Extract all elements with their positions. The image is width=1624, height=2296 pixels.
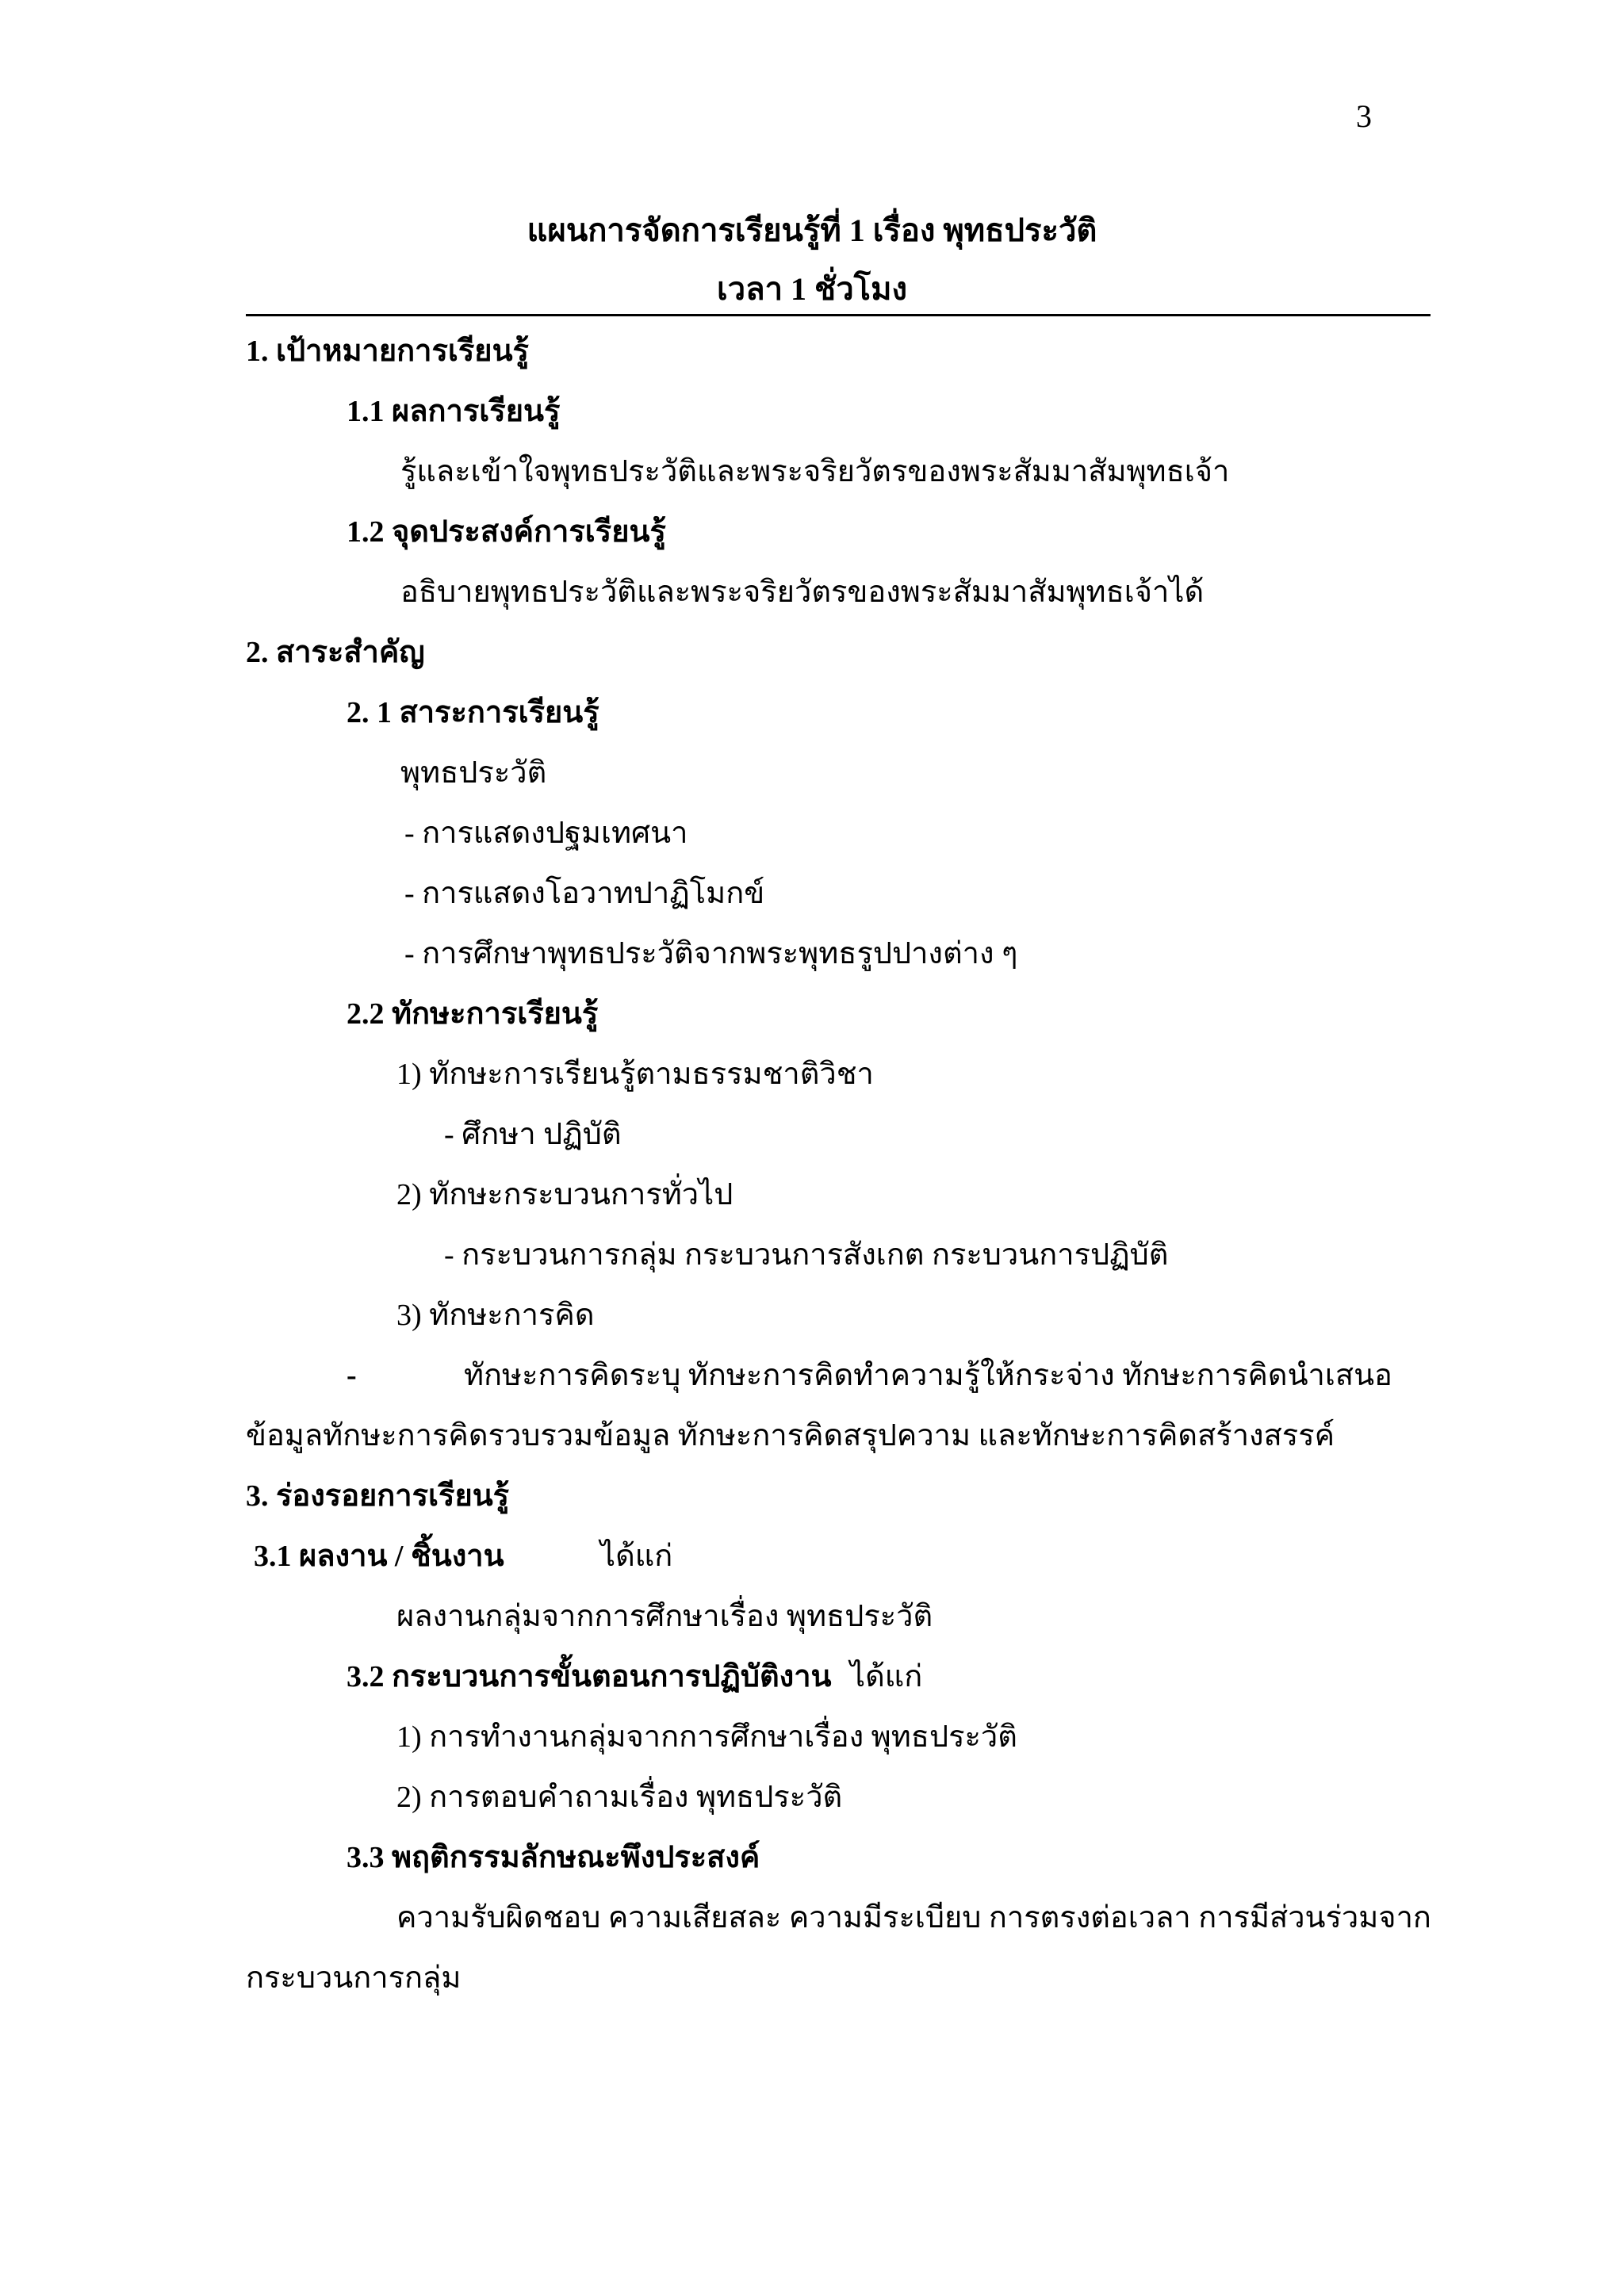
section-3-2-suffix: ได้แก่ (850, 1660, 923, 1693)
title-divider (246, 314, 1431, 316)
section-3-heading: 3. ร่องรอยการเรียนรู้ (246, 1479, 510, 1513)
page-number: 3 (1356, 98, 1372, 134)
list-item: - การศึกษาพุทธประวัติจากพระพุทธรูปปางต่าง ๆ (404, 937, 1018, 970)
section-2-1-topic: พุทธประวัติ (400, 756, 547, 790)
skill-2: 2) ทักษะกระบวนการทั่วไป (396, 1178, 733, 1211)
section-3-1-text: ผลงานกลุ่มจากการศึกษาเรื่อง พุทธประวัติ (396, 1600, 933, 1633)
skill-2-detail: - กระบวนการกลุ่ม กระบวนการสังเกต กระบวนการปฏิบัติ (444, 1238, 1169, 1272)
section-3-3-heading: 3.3 พฤติกรรมลักษณะพึงประสงค์ (347, 1841, 760, 1874)
skill-3-text-line-1: ทักษะการคิดระบุ ทักษะการคิดทำความรู้ให้กระจ่าง ทักษะการคิดนำเสนอ (464, 1359, 1392, 1392)
section-3-3-text-line-2: กระบวนการกลุ่ม (246, 1961, 462, 1995)
section-2-2-heading: 2.2 ทักษะการเรียนรู้ (347, 997, 599, 1031)
section-3-2-heading: 3.2 กระบวนการขั้นตอนการปฏิบัติงาน (347, 1660, 832, 1693)
list-item: 2) การตอบคำถามเรื่อง พุทธประวัติ (396, 1781, 843, 1814)
section-1-2-heading: 1.2 จุดประสงค์การเรียนรู้ (347, 515, 666, 549)
section-1-1-heading: 1.1 ผลการเรียนรู้ (347, 395, 561, 428)
list-item: 1) การทำงานกลุ่มจากการศึกษาเรื่อง พุทธประวัติ (396, 1720, 1017, 1754)
skill-1: 1) ทักษะการเรียนรู้ตามธรรมชาติวิชา (396, 1058, 874, 1091)
section-3-2-line (347, 1659, 922, 1695)
section-3-3-text-line-1: ความรับผิดชอบ ความเสียสละ ความมีระเบียบ การตรงต่อเวลา การมีส่วนร่วมจาก (396, 1901, 1431, 1934)
skill-3-text-line-2: ข้อมูลทักษะการคิดรวบรวมข้อมูล ทักษะการคิดสรุปความ และทักษะการคิดสร้างสรรค์ (246, 1419, 1335, 1452)
skill-1-detail: - ศึกษา ปฏิบัติ (444, 1118, 622, 1151)
section-3-1-suffix: ได้แก่ (600, 1540, 673, 1573)
section-2-heading: 2. สาระสำคัญ (246, 636, 425, 669)
section-1-1-text: รู้และเข้าใจพุทธประวัติและพระจริยวัตรของพระสัมมาสัมพุทธเจ้า (400, 455, 1230, 488)
list-item: - การแสดงปฐมเทศนา (404, 817, 688, 850)
section-2-1-heading: 2. 1 สาระการเรียนรู้ (347, 696, 599, 729)
list-item: - การแสดงโอวาทปาฏิโมกข์ (404, 877, 765, 910)
lesson-plan-title: แผนการจัดการเรียนรู้ที่ 1 เรื่อง พุทธประวัติ (527, 212, 1097, 248)
section-1-heading: 1. เป้าหมายการเรียนรู้ (246, 335, 529, 368)
skill-3-dash: - (347, 1359, 357, 1392)
lesson-duration: เวลา 1 ชั่วโมง (716, 271, 908, 307)
section-1-2-text: อธิบายพุทธประวัติและพระจริยวัตรของพระสัมมาสัมพุทธเจ้าได้ (400, 576, 1205, 609)
skill-3: 3) ทักษะการคิด (396, 1299, 595, 1332)
section-3-1-heading: 3.1 ผลงาน / ชิ้นงาน (254, 1540, 504, 1573)
